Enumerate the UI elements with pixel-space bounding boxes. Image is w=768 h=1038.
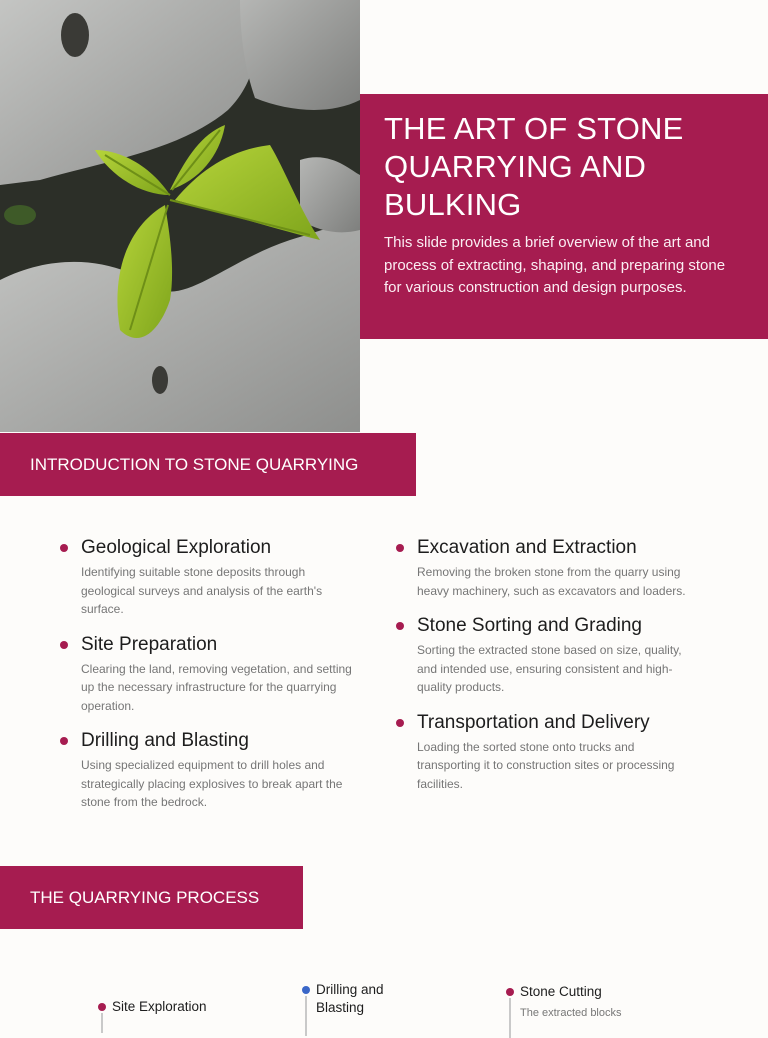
- process-section-banner: [0, 866, 303, 929]
- page-title: THE ART OF STONE QUARRYING AND BULKING: [384, 111, 684, 222]
- intro-section-banner: [0, 433, 416, 496]
- timeline-step-label: Site Exploration: [112, 999, 207, 1014]
- list-item: [60, 536, 360, 619]
- timeline-step-sub: The extracted blocks: [520, 1007, 622, 1019]
- list-item: [396, 711, 696, 794]
- timeline-connector: [101, 1013, 103, 1033]
- item-title: Excavation and Extraction: [417, 537, 637, 558]
- bullet-dot-icon: [396, 544, 404, 552]
- item-title: Geological Exploration: [81, 537, 272, 558]
- timeline-dot-icon: [98, 1003, 106, 1011]
- item-title: Transportation and Delivery: [417, 711, 650, 733]
- list-item: [396, 536, 696, 600]
- bullet-dot-icon: [396, 622, 404, 630]
- item-title: Stone Sorting and Grading: [417, 615, 642, 636]
- timeline-step-label: Drilling and Blasting: [316, 982, 384, 1015]
- list-item: [60, 729, 360, 812]
- item-text: Using specialized equipment to drill holes and strategically placing explosives to break apart the stone from the bedrock.: [81, 758, 343, 809]
- bullet-dot-icon: [396, 719, 404, 727]
- list-item: [396, 614, 696, 697]
- item-text: Removing the broken stone from the quarry using heavy machinery, such as excavators and loaders.: [417, 565, 686, 598]
- timeline-step-drilling-blasting: [302, 981, 412, 1017]
- item-text: Identifying suitable stone deposits through geological surveys and analysis of the earth's surface.: [81, 565, 323, 616]
- item-text: Sorting the extracted stone based on size, quality, and intended use, ensuring consistent and high-quality products.: [417, 643, 682, 694]
- timeline-dot-icon: [506, 988, 514, 996]
- bullet-dot-icon: [60, 737, 68, 745]
- hero-photo: [0, 0, 360, 432]
- title-panel: [360, 94, 768, 339]
- timeline-step-site-exploration: [98, 998, 268, 1016]
- timeline-connector: [305, 996, 307, 1036]
- item-text: Loading the sorted stone onto trucks and transporting it to construction sites or processing facilities.: [417, 739, 675, 791]
- timeline-step-label: Stone Cutting: [520, 984, 602, 999]
- intro-right-column: [396, 536, 696, 807]
- intro-left-column: [60, 536, 360, 826]
- item-text: Clearing the land, removing vegetation, and setting up the necessary infrastructure for the quarrying operation.: [81, 661, 352, 713]
- item-title: Drilling and Blasting: [81, 730, 249, 751]
- bullet-dot-icon: [60, 641, 68, 649]
- timeline-dot-icon: [302, 986, 310, 994]
- page-description: This slide provides a brief overview of the art and process of extracting, shaping, and preparing stone for various construction and design purposes.: [384, 234, 726, 296]
- timeline-connector: [509, 998, 511, 1038]
- timeline-step-stone-cutting: [506, 983, 686, 1022]
- process-heading: THE QUARRYING PROCESS: [30, 887, 260, 907]
- item-title: Site Preparation: [81, 633, 218, 655]
- fern-on-rock-image: [0, 0, 360, 432]
- list-item: [60, 633, 360, 716]
- bullet-dot-icon: [60, 544, 68, 552]
- intro-heading: INTRODUCTION TO STONE QUARRYING: [30, 454, 359, 474]
